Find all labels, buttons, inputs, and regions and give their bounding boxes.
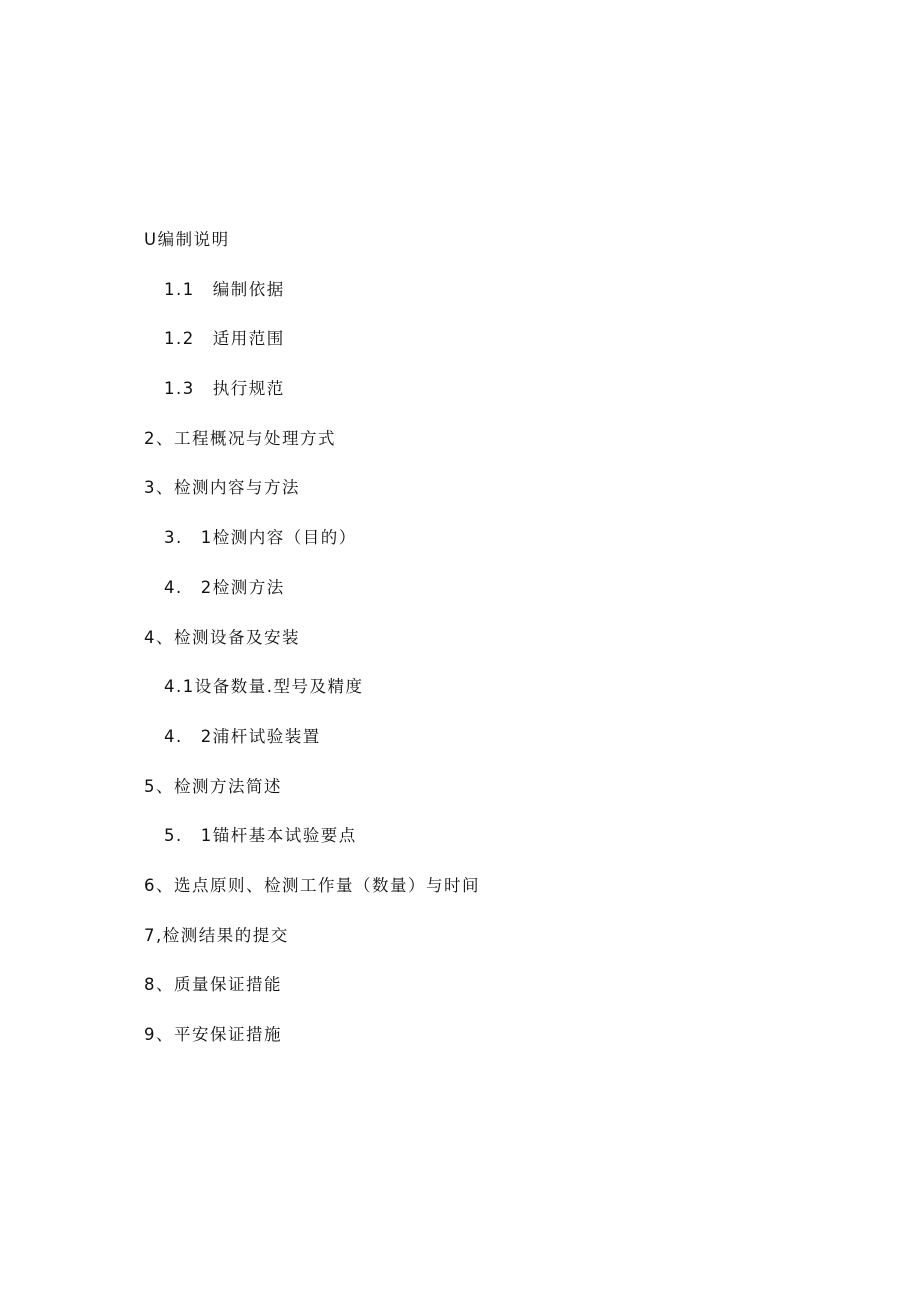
toc-entry: 3. 1检测内容（目的）: [164, 528, 357, 548]
toc-entry: 9、平安保证措施: [144, 1025, 282, 1044]
toc-entry: 1.3 执行规范: [164, 379, 285, 399]
toc-entry: 4、检测设备及安装: [144, 627, 300, 647]
toc-entry: 6、选点原则、检测工作量（数量）与时间: [144, 875, 480, 895]
table-of-contents: [144, 228, 844, 1073]
toc-entry: 1.2 适用范围: [164, 329, 285, 349]
toc-entry: 4. 2检测方法: [164, 577, 285, 597]
toc-entry: 7,检测结果的提交: [144, 925, 289, 945]
toc-entry: U编制说明: [144, 230, 230, 249]
toc-entry: 2、工程概况与处理方式: [144, 428, 336, 448]
toc-entry: 1.1 编制依据: [164, 279, 285, 299]
toc-entry: 8、质量保证措能: [144, 975, 282, 995]
toc-entry: 4. 2浦杆试验装置: [164, 726, 321, 746]
toc-entry: 3、检测内容与方法: [144, 478, 300, 498]
toc-entry: 5、检测方法简述: [144, 776, 282, 796]
toc-entry: 5. 1锚杆基本试验要点: [164, 826, 357, 846]
toc-entry: 4.1设备数量.型号及精度: [164, 677, 364, 697]
